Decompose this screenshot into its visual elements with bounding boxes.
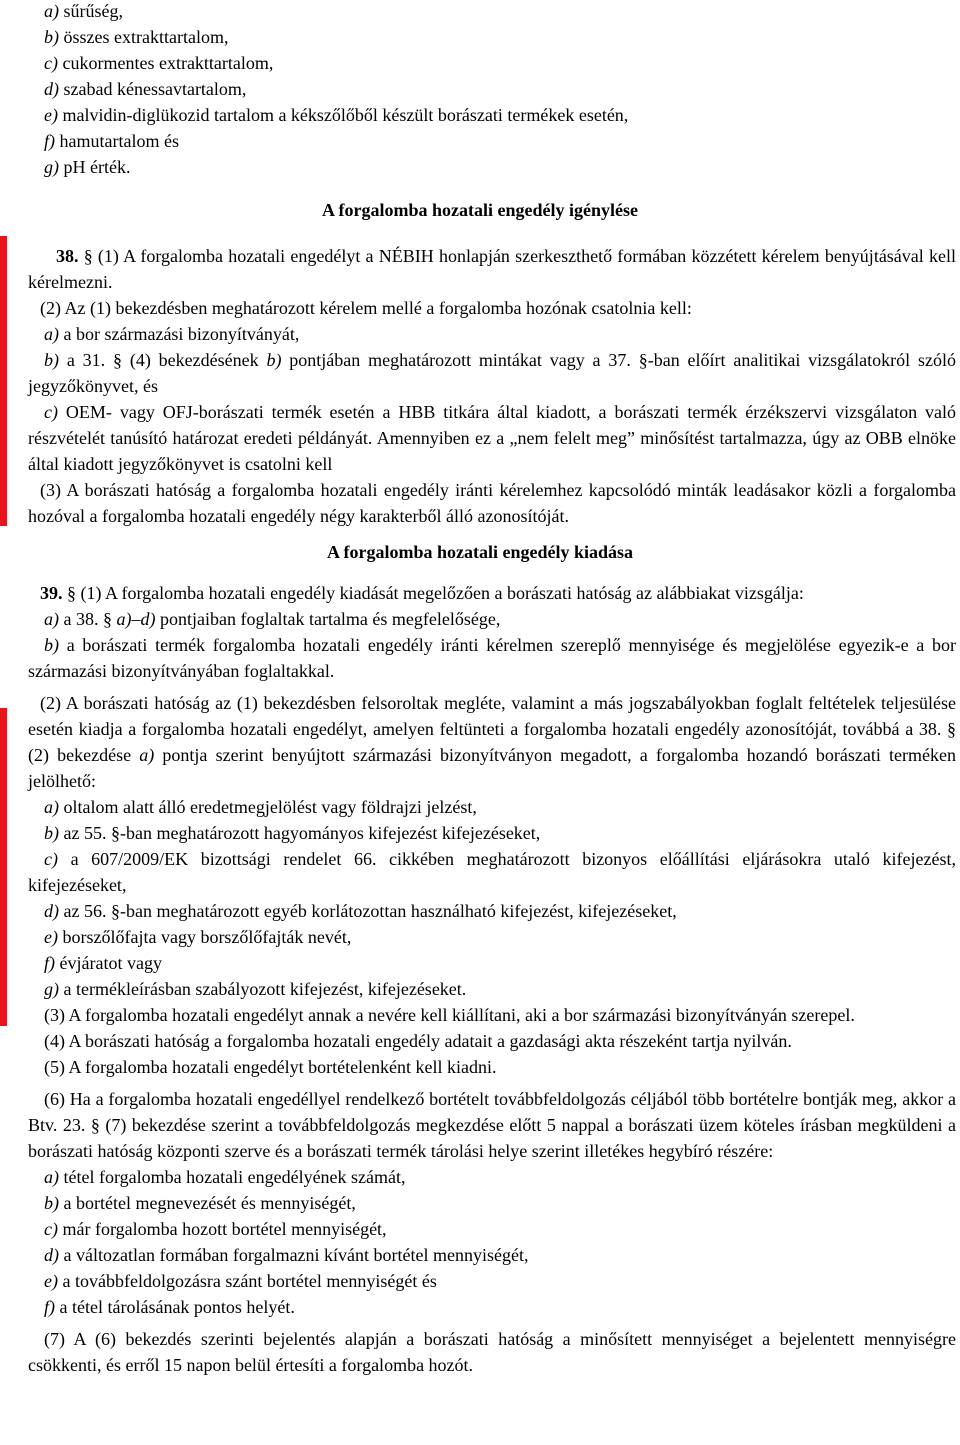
list-item: b) a bortétel megnevezését és mennyiségét, [44,1193,356,1213]
list-block-1 [44,0,956,180]
paragraph: 38. § (1) A forgalomba hozatali engedélyt a NÉBIH honlapján szerkeszthető formában közzétett kérelem benyújtásával kell kérelmezni. [28,246,956,292]
list-item: f) a tétel tárolásának pontos helyét. [44,1297,295,1317]
list-item: f) hamutartalom és [44,131,179,151]
paragraph: (7) A (6) bekezdés szerinti bejelentés alapján a borászati hatóság a minősített mennyiséget a bejelentett mennyiségre csökkenti, és erről 15 napon belül értesíti a forgalomba hozót. [28,1329,956,1375]
list-item: a) oltalom alatt álló eredetmegjelölést vagy földrajzi jelzést, [44,797,477,817]
list-item: a) a 38. § a)–d) pontjaiban foglaltak tartalma és megfelelősége, [44,609,501,629]
list-item: e) malvidin-diglükozid tartalom a kékszőlőből készült borászati termékek esetén, [44,105,629,125]
list-item: a) a bor származási bizonyítványát, [44,324,300,344]
paragraph: (3) A borászati hatóság a forgalomba hozatali engedély iránti kérelemhez kapcsolódó minták leadásakor közli a forgalomba hozóval a forgalomba hozatali engedély négy karakterből álló azonosítóját. [28,480,956,526]
list-item: b) a 31. § (4) bekezdésének b) pontjában meghatározott mintákat vagy a 37. §-ban előírt analitikai vizsgálatokról szóló jegyzőkönyvet, és [28,350,956,396]
list-item: c) a 607/2009/EK bizottsági rendelet 66. cikkében meghatározott bizonyos előállítási eljárásokra utaló kifejezést, kifejezéseket, [28,849,956,895]
section-heading: A forgalomba hozatali engedély kiadása [326,542,633,562]
list-item: g) pH érték. [44,157,131,177]
list-item: c) OEM- vagy OFJ-borászati termék esetén a HBB titkára által kiadott, a borászati termék érzékszervi vizsgálaton való részvételét tanúsító határozat eredeti példányát. Amennyiben ez a „nem felelt meg” minősítést tartalmazza, úgy az OBB elnöke által kiadott jegyzőkönyvet is csatolni kell [28,402,956,474]
list-item: e) borszőlőfajta vagy borszőlőfajták nevét, [44,927,352,947]
change-bar [0,708,7,1026]
list-item: b) az 55. §-ban meghatározott hagyományos kifejezést kifejezéseket, [44,823,541,843]
paragraph: 39. § (1) A forgalomba hozatali engedély kiadását megelőzően a borászati hatóság az alábbiakat vizsgálja: [40,583,804,603]
paragraph: (5) A forgalomba hozatali engedélyt bortételenként kell kiadni. [44,1057,497,1077]
paragraph: (6) Ha a forgalomba hozatali engedéllyel rendelkező bortételt továbbfeldolgozás céljából több bortételre bontják meg, akkor a Btv. 23. § (7) bekezdése szerint a továbbfeldolgozás megkezdése előtt 5 nappal a borászati üzem köteles írásban megküldeni a borászati hatóság központi szerve és a borászati termék tárolási helye szerint illetékes hegybíró részére: [28,1089,956,1161]
paragraph: (2) A borászati hatóság az (1) bekezdésben felsoroltak megléte, valamint a más jogszabályokban foglalt feltételek teljesülése esetén kiadja a forgalomba hozatali engedélyt, amelyen feltünteti a forgalomba hozatali engedély azonosítóját, továbbá a 38. § (2) bekezdése a) pontja szerint benyújtott származási bizonyítványon megadott, a forgalomba hozandó borászati terméken jelölhető: [28,693,956,791]
paragraph: (4) A borászati hatóság a forgalomba hozatali engedély adatait a gazdasági akta részeként tartja nyilván. [44,1031,792,1051]
list-item: a) tétel forgalomba hozatali engedélyének számát, [44,1167,406,1187]
list-item: d) az 56. §-ban meghatározott egyéb korlátozottan használható kifejezést, kifejezéseket, [44,901,677,921]
list-item: g) a termékleírásban szabályozott kifejezést, kifejezéseket. [44,979,467,999]
list-item: d) a változatlan formában forgalmazni kívánt bortétel mennyiségét, [44,1245,529,1265]
paragraph: (3) A forgalomba hozatali engedélyt annak a nevére kell kiállítani, aki a bor származási bizonyítványán szerepel. [44,1005,855,1025]
list-item: b) összes extrakttartalom, [44,27,229,47]
list-item: c) már forgalomba hozott bortétel mennyiségét, [44,1219,387,1239]
list-item: e) a továbbfeldolgozásra szánt bortétel mennyiségét és [44,1271,437,1291]
section-39 [28,580,956,1378]
list-item: c) cukormentes extrakttartalom, [44,53,274,73]
list-item: f) évjáratot vagy [44,953,162,973]
change-bar [0,236,7,526]
section-heading: A forgalomba hozatali engedély igénylése [322,200,638,220]
paragraph: (2) Az (1) bekezdésben meghatározott kérelem mellé a forgalomba hozónak csatolnia kell: [40,298,692,318]
list-item: b) a borászati termék forgalomba hozatali engedély iránti kérelmen szereplő mennyisége és megjelölése egyezik-e a bor származási bizonyítványában foglaltakkal. [28,635,956,681]
list-item: a) sűrűség, [44,1,123,21]
section-38 [28,243,956,529]
list-item: d) szabad kénessavtartalom, [44,79,247,99]
